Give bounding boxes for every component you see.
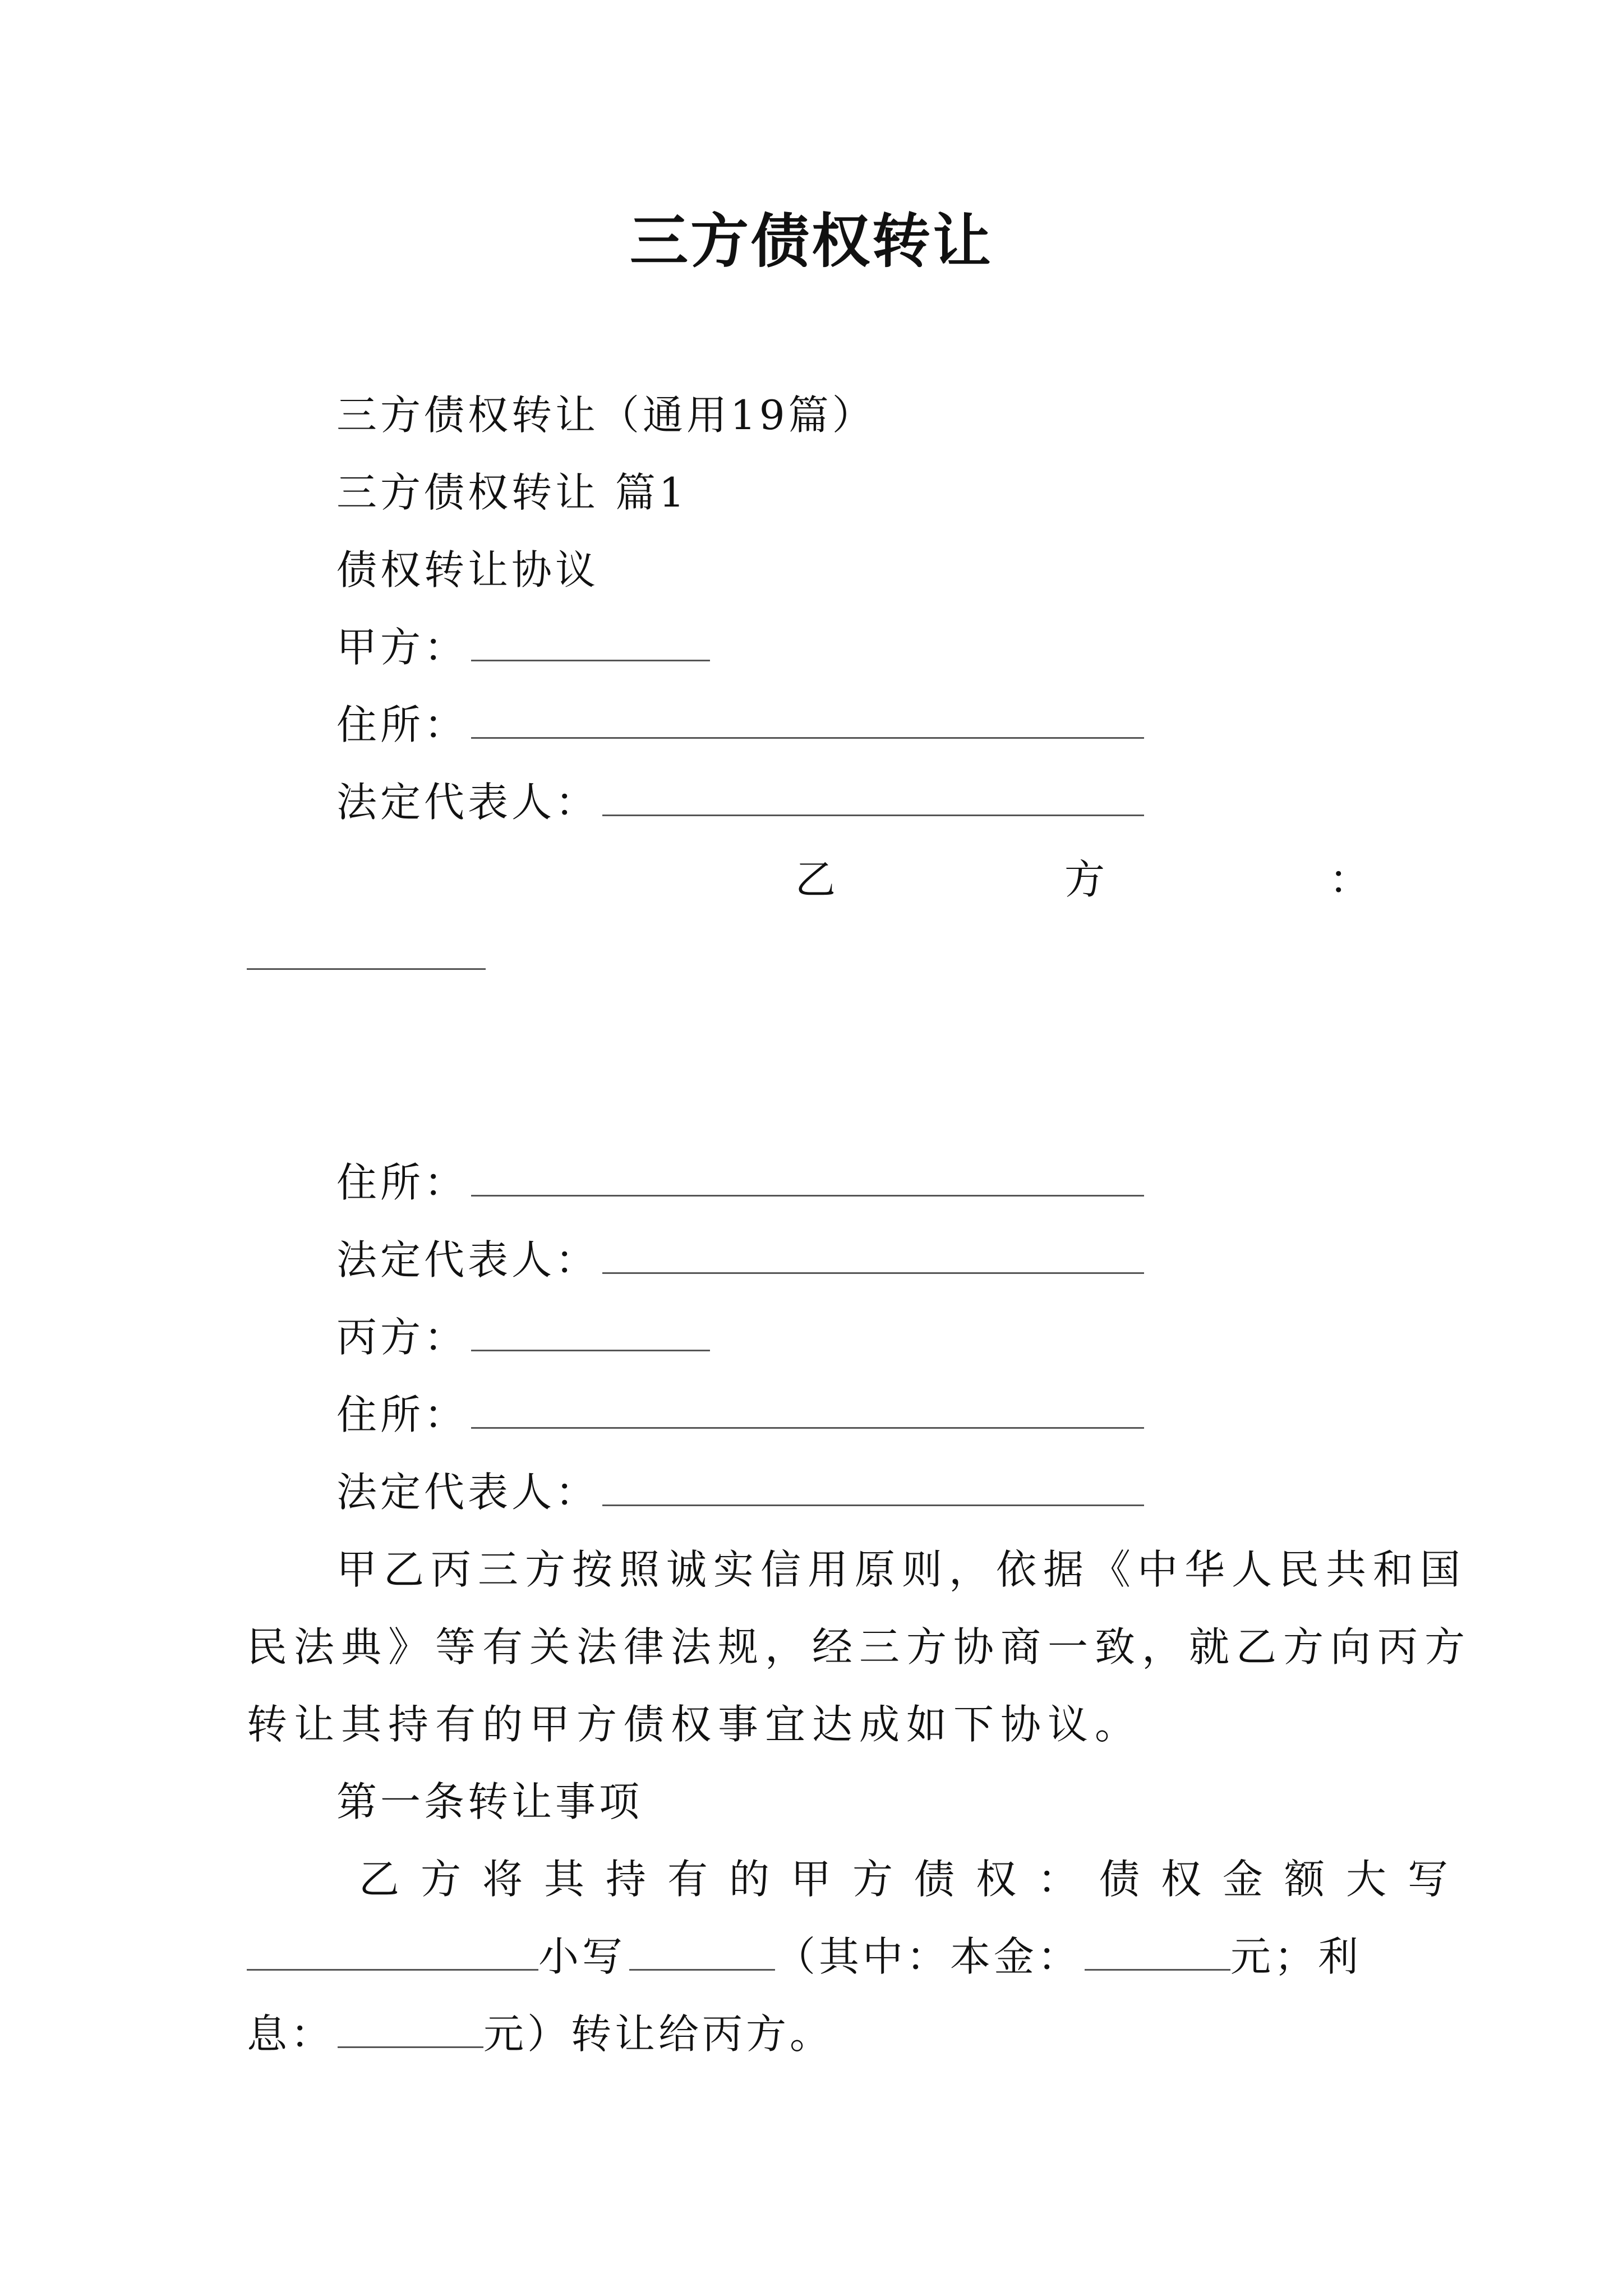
transfer-clause: 元）转让给丙方。 <box>483 2010 834 2058</box>
principal-label: （其中：本金： <box>775 1933 1082 1980</box>
party-c-rep-row <box>336 1464 1144 1520</box>
document-subtitle: 三方债权转让（通用19篇） <box>336 392 876 439</box>
article-1-line-1: 乙方将其持有的甲方债权：债权金额大写 <box>359 1856 1470 1903</box>
party-a-address-row <box>336 697 1144 753</box>
party-a-rep-blank <box>602 776 1144 816</box>
article-1-heading: 第一条转让事项 <box>336 1778 643 1825</box>
party-c-label: 丙方： <box>336 1314 468 1361</box>
party-b-address-blank <box>471 1157 1144 1197</box>
preamble-line-1: 甲乙丙三方按照诚实信用原则，依据《中华人民共和国 <box>336 1546 1468 1593</box>
party-b-char2: 方 <box>1064 856 1105 903</box>
party-b-rep-blank <box>602 1234 1144 1274</box>
party-a-blank <box>471 622 710 661</box>
party-b-rep-row <box>336 1232 1144 1288</box>
amount-lower-blank <box>629 1931 775 1971</box>
article-1-line-3 <box>247 2006 833 2062</box>
agreement-title: 债权转让协议 <box>336 546 600 593</box>
party-b-colon: ： <box>1329 856 1370 903</box>
party-b-address-row <box>336 1154 1144 1211</box>
party-c-address-row <box>336 1387 1144 1443</box>
party-a-address-blank <box>471 699 1144 739</box>
party-b-rep-label: 法定代表人： <box>336 1236 600 1283</box>
section-heading: 三方债权转让 篇1 <box>336 469 688 516</box>
party-c-rep-label: 法定代表人： <box>336 1469 600 1516</box>
party-c-blank <box>471 1312 710 1351</box>
party-c-address-label: 住所： <box>336 1391 468 1438</box>
document-title: 三方债权转让 <box>629 206 993 275</box>
interest-label-end: 息： <box>247 2010 335 2058</box>
party-a-address-label: 住所： <box>336 701 468 748</box>
party-b-blank <box>247 966 486 970</box>
party-c-address-blank <box>471 1389 1144 1429</box>
party-a-label: 甲方： <box>336 624 468 671</box>
preamble-line-3: 转让其持有的甲方债权事宜达成如下协议。 <box>247 1701 1142 1748</box>
interest-blank <box>338 2008 483 2048</box>
amount-lower-label: 小写 <box>538 1933 626 1980</box>
amount-upper-blank <box>247 1931 538 1971</box>
article-1-line-2 <box>247 1929 1362 1985</box>
party-b-char1: 乙 <box>795 856 836 903</box>
party-a-row <box>336 619 710 675</box>
party-a-rep-label: 法定代表人： <box>336 779 600 826</box>
interest-label-start: 元；利 <box>1230 1933 1362 1980</box>
party-c-row <box>336 1309 710 1365</box>
preamble-line-2: 民法典》等有关法律法规，经三方协商一致，就乙方向丙方 <box>247 1623 1472 1671</box>
party-a-rep-row <box>336 774 1144 830</box>
principal-blank <box>1085 1931 1230 1971</box>
party-c-rep-blank <box>602 1466 1144 1506</box>
party-b-address-label: 住所： <box>336 1159 468 1206</box>
